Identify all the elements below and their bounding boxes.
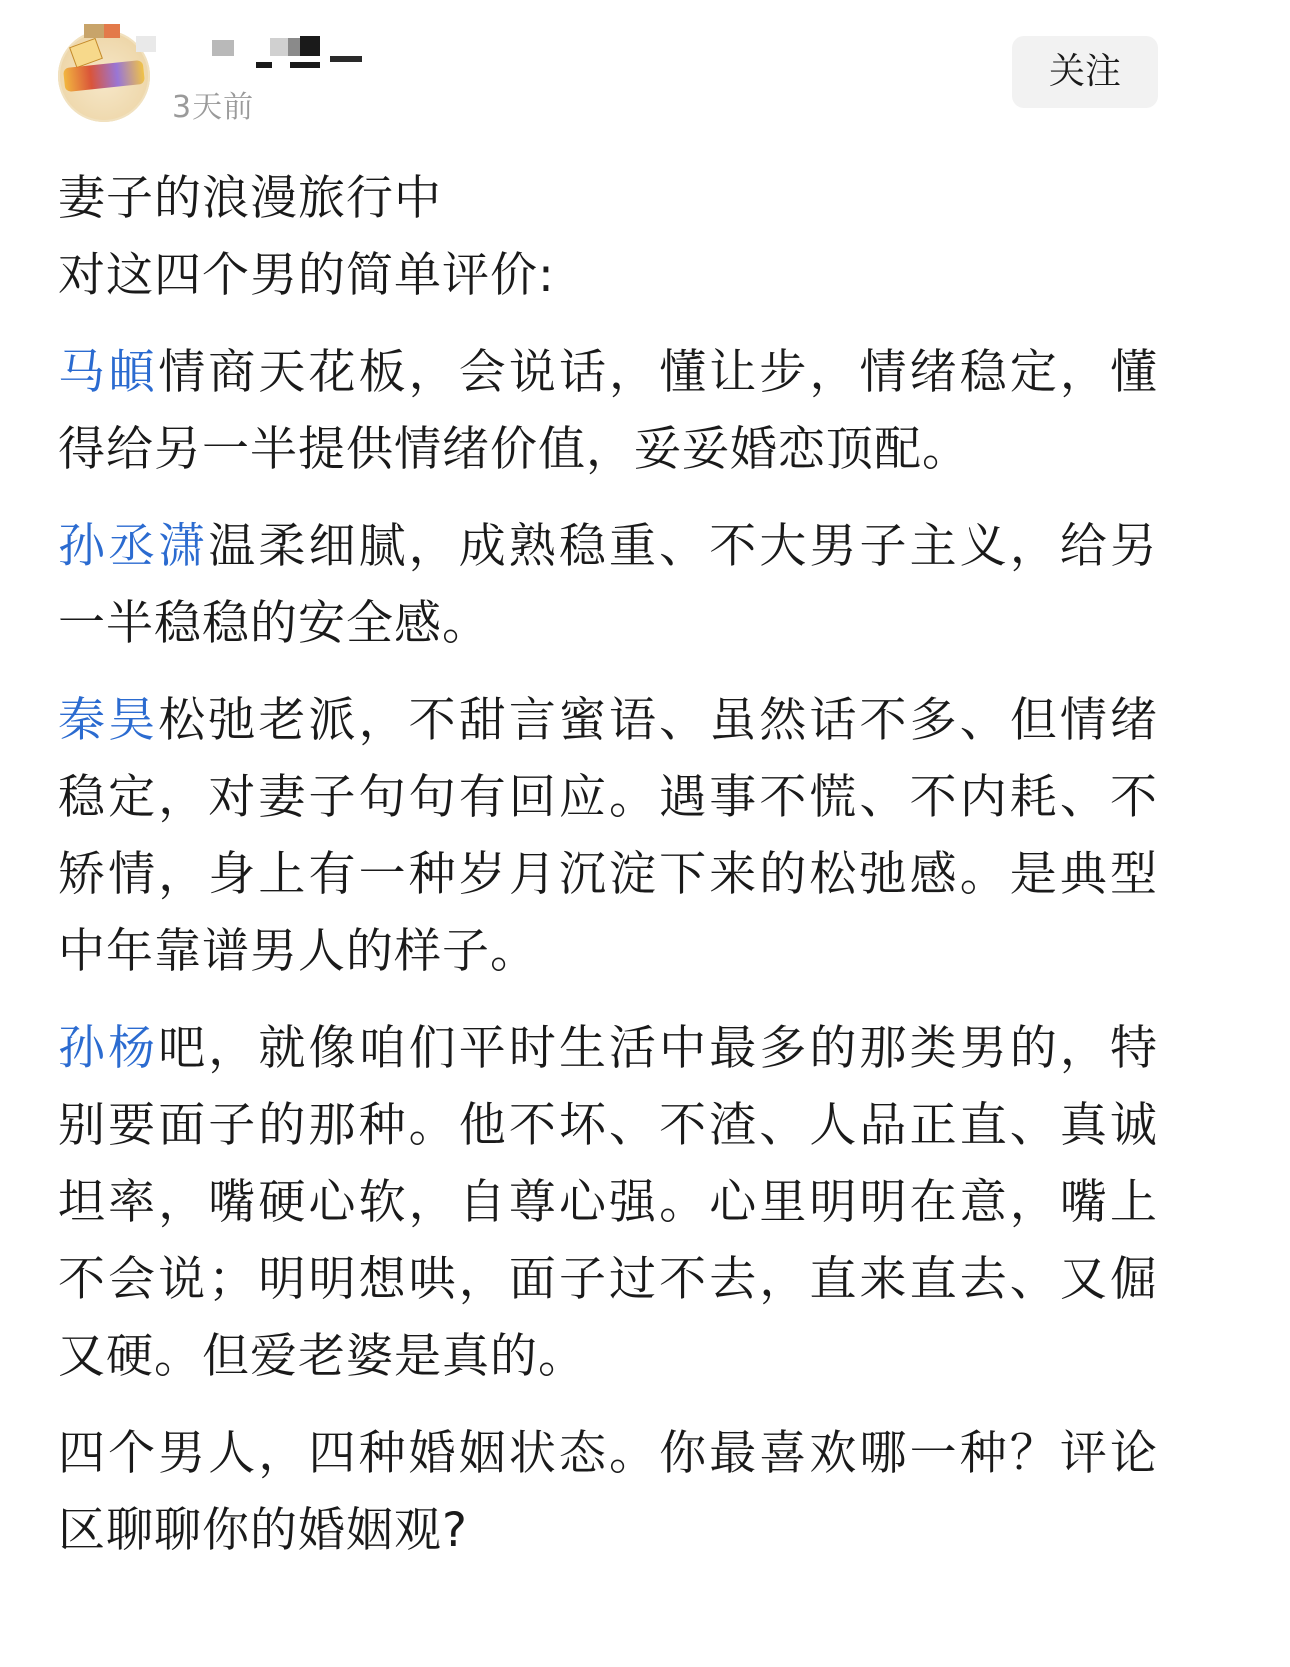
post-body bbox=[58, 160, 1158, 1589]
post-header bbox=[0, 0, 1290, 140]
follow-button[interactable]: 关注 bbox=[1012, 36, 1158, 108]
post-closing: 四个男人，四种婚姻状态。你最喜欢哪一种？评论区聊聊你的婚姻观? bbox=[58, 1426, 1158, 1558]
paragraph-sun-chengxiao bbox=[58, 508, 1158, 662]
paragraph-ma-di bbox=[58, 334, 1158, 488]
intro-line: 妻子的浪漫旅行中 bbox=[58, 171, 442, 226]
person-link[interactable]: 孙丞潇 bbox=[58, 519, 209, 574]
paragraph-text: 温柔细腻，成熟稳重、不大男子主义，给另一半稳稳的安全感。 bbox=[58, 519, 1159, 651]
paragraph-text: 松弛老派，不甜言蜜语、虽然话不多、但情绪稳定，对妻子句句有回应。遇事不慌、不内耗、不矫情，身上有一种岁月沉淀下来的松弛感。是典型中年靠谱男人的样子。 bbox=[58, 693, 1159, 979]
person-link[interactable]: 秦昊 bbox=[58, 693, 159, 748]
intro-line: 对这四个男的简单评价: bbox=[58, 248, 555, 303]
paragraph-text: 吧，就像咱们平时生活中最多的那类男的，特别要面子的那种。他不坏、不渣、人品正直、真诚坦率，嘴硬心软，自尊心强。心里明明在意，嘴上不会说；明明想哄，面子过不去，直来直去、又倔又硬。但爱老婆是真的。 bbox=[58, 1021, 1159, 1384]
person-link[interactable]: 孙杨 bbox=[58, 1021, 159, 1076]
paragraph-qin-hao bbox=[58, 682, 1158, 990]
post-intro bbox=[58, 160, 1158, 314]
person-link[interactable]: 马頔 bbox=[58, 345, 159, 400]
paragraph-sun-yang bbox=[58, 1010, 1158, 1395]
username-mosaic[interactable] bbox=[60, 24, 370, 74]
post-time: 3天前 bbox=[172, 90, 255, 125]
paragraph-text: 情商天花板，会说话，懂让步，情绪稳定，懂得给另一半提供情绪价值，妥妥婚恋顶配。 bbox=[58, 345, 1159, 477]
